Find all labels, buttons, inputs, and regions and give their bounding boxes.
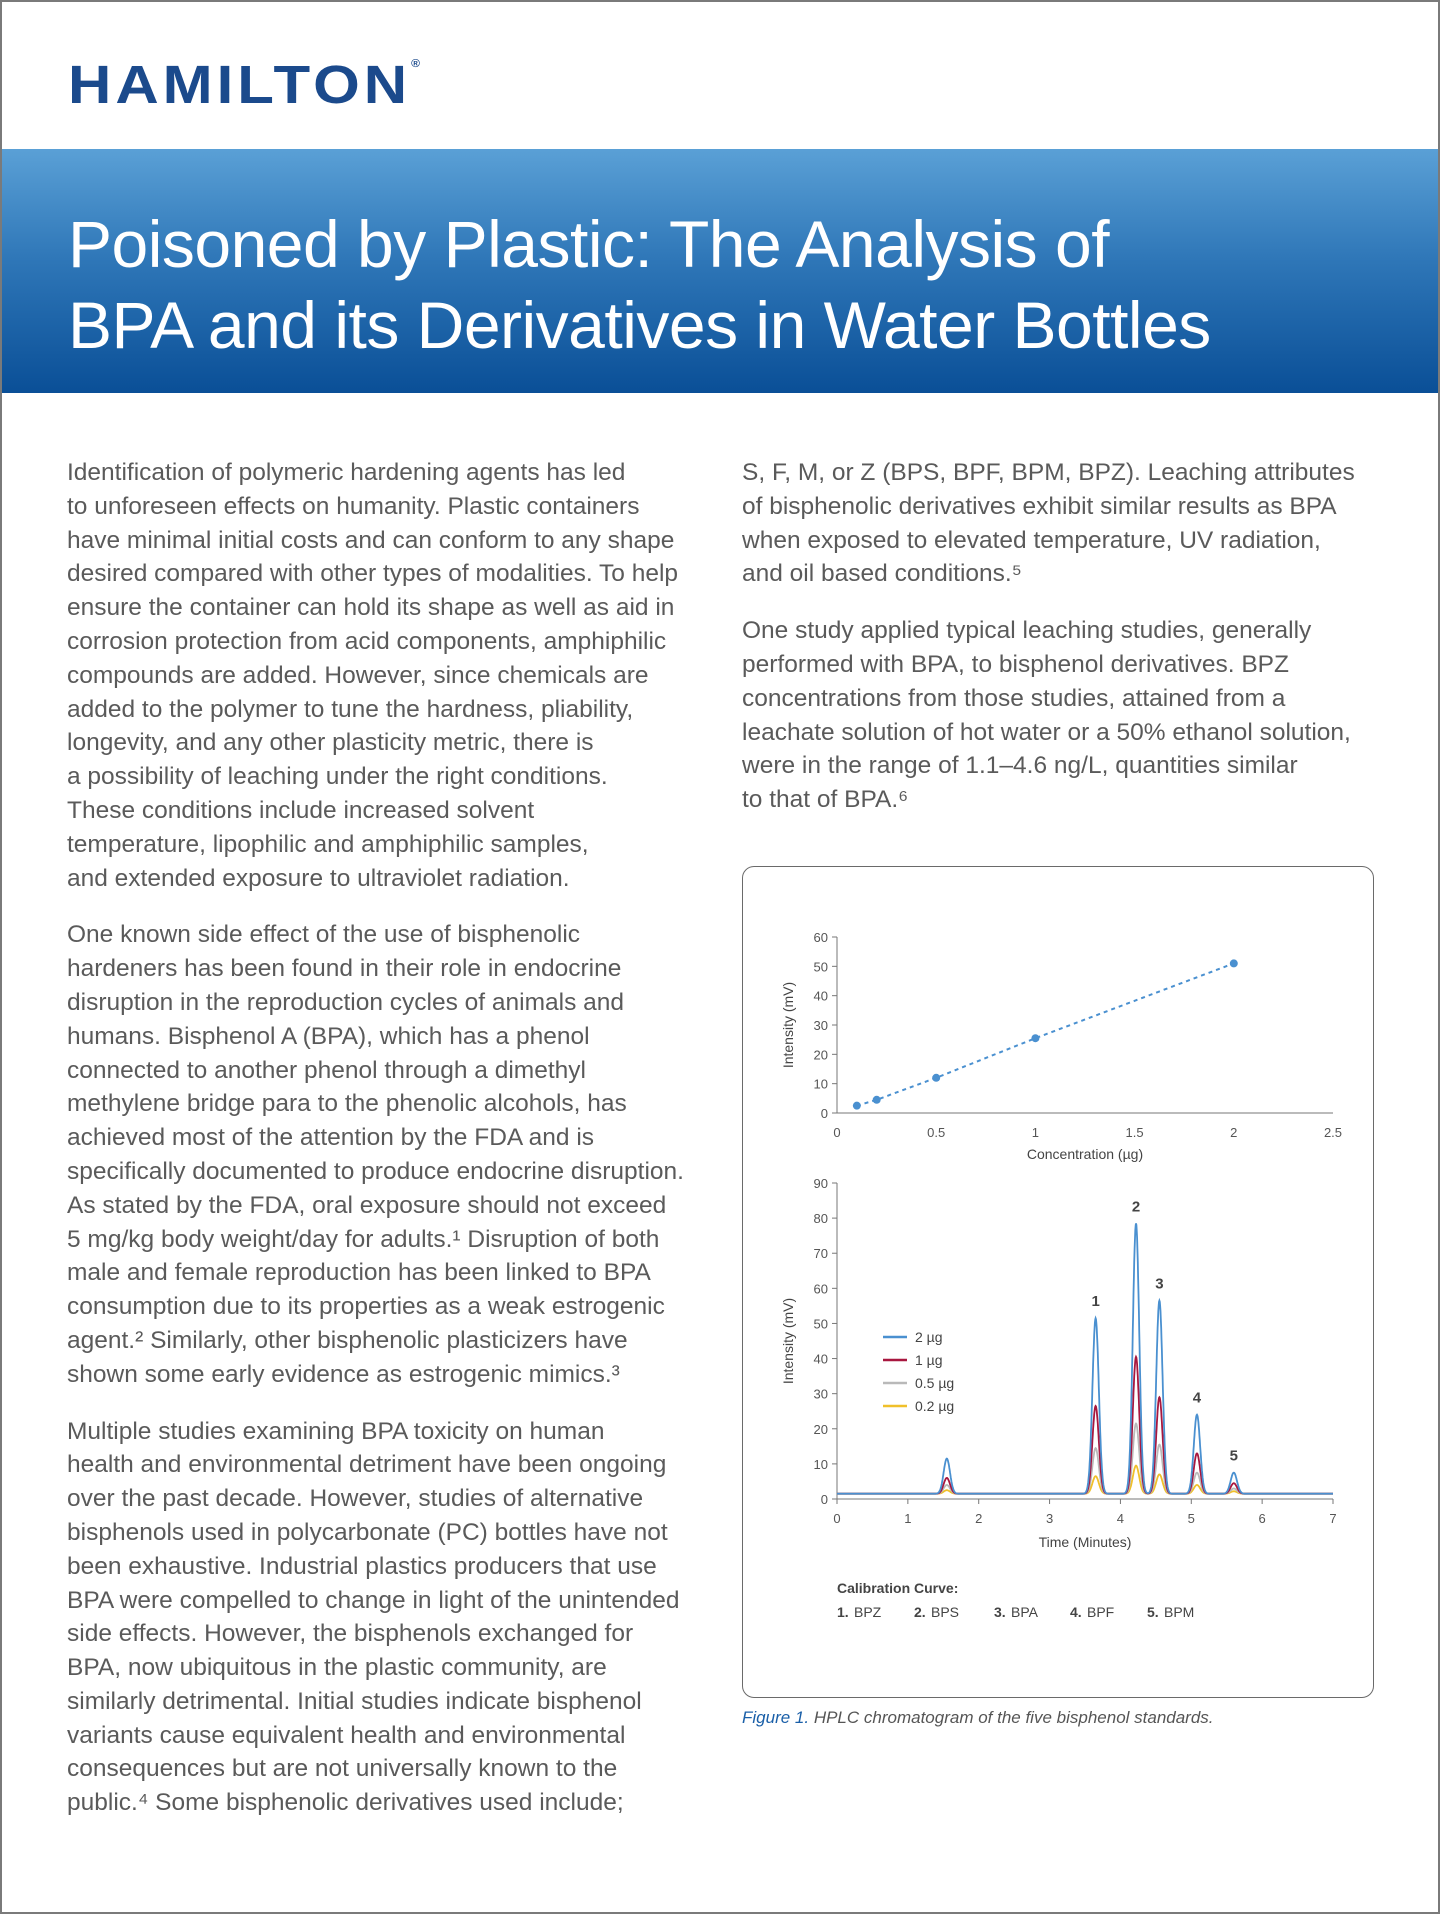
x-tick-label: 1	[1031, 1125, 1040, 1140]
y-tick-label: 0	[820, 1106, 828, 1121]
y-tick-label: 30	[813, 1386, 828, 1402]
page-title	[68, 204, 1418, 366]
x-tick-label: 3	[1045, 1511, 1054, 1526]
right-column	[742, 456, 1382, 840]
y-tick-label: 0	[820, 1492, 828, 1507]
compound-number: 2.	[914, 1604, 926, 1620]
caption-label: Figure 1.	[742, 1708, 810, 1727]
peak-label: 1	[1091, 1293, 1100, 1311]
y-tick-label: 80	[813, 1211, 828, 1227]
trend-line	[857, 963, 1234, 1105]
legend-label: 0.2 µg	[915, 1398, 955, 1414]
title-banner	[2, 149, 1438, 393]
compound-number: 3.	[994, 1604, 1006, 1620]
compound-name: BPM	[1164, 1604, 1195, 1620]
x-axis-label: Time (Minutes)	[1038, 1534, 1132, 1550]
y-tick-label: 90	[813, 1176, 828, 1191]
compound-name: BPS	[931, 1604, 960, 1620]
calibration-title: Calibration Curve:	[837, 1580, 959, 1596]
x-tick-label: 0	[833, 1125, 841, 1140]
paragraph: S, F, M, or Z (BPS, BPF, BPM, BPZ). Leaching attributes of bisphenolic derivatives exhibit similar results as BPA when exposed to elevated temperature, UV radiation, and oil based conditions.⁵	[742, 459, 1355, 588]
paragraph: Identification of polymeric hardening agents has led to unforeseen effects on humanity. Plastic containers have minimal initial costs and can conform to any shape desired compared with other types of modalities. To help ensure the container can hold its shape as well as aid in corrosion protection from acid components, amphiphilic compounds are added. However, since chemicals are added to the polymer to tune the hardness, pliability, longevity, and any other plasticity metric, there is a possibility of leaching under the right conditions. These conditions include increased solvent temperature, lipophilic and amphiphilic samples, and extended exposure to ultraviolet radiation.	[67, 459, 679, 892]
paragraph: Multiple studies examining BPA toxicity on human health and environmental detriment have been ongoing over the past decade. However, studies of alternative bisphenols used in polycarbonate (PC) bottles have not been exhaustive. Industrial plastics producers that use BPA were compelled to change in light of the unintended side effects. However, the bisphenols exchanged for BPA, now ubiquitous in the plastic community, are similarly detrimental. Initial studies indicate bisphenol variants cause equivalent health and environmental consequences but are not universally known to the public.⁴ Some bisphenolic derivatives used include;	[67, 1417, 680, 1817]
figure-box	[742, 866, 1374, 1698]
x-tick-label: 1.5	[1125, 1125, 1144, 1140]
peak-label: 2	[1131, 1198, 1141, 1216]
y-tick-label: 60	[813, 1281, 828, 1297]
series-line	[837, 1424, 1333, 1494]
y-tick-label: 40	[813, 1351, 828, 1367]
compound-name: BPZ	[854, 1604, 882, 1620]
x-tick-label: 4	[1116, 1511, 1125, 1526]
legend-label: 2 µg	[915, 1329, 943, 1345]
y-tick-label: 50	[813, 1316, 828, 1332]
data-point	[932, 1074, 940, 1082]
x-tick-label: 7	[1329, 1511, 1337, 1526]
x-tick-label: 2.5	[1323, 1125, 1343, 1140]
y-tick-label: 60	[813, 930, 828, 945]
series-line	[837, 1357, 1333, 1494]
x-tick-label: 0.5	[927, 1125, 946, 1140]
y-tick-label: 50	[813, 959, 828, 975]
peak-label: 3	[1155, 1275, 1164, 1293]
series-line	[837, 1223, 1333, 1493]
y-axis-label: Intensity (mV)	[780, 981, 796, 1069]
compound-name: BPA	[1011, 1604, 1038, 1620]
data-point	[873, 1096, 881, 1104]
y-tick-label: 20	[813, 1421, 828, 1437]
x-tick-label: 1	[904, 1511, 912, 1526]
data-point	[853, 1102, 861, 1110]
y-tick-label: 10	[813, 1456, 828, 1472]
paragraph: One known side effect of the use of bisphenolic hardeners has been found in their role in endocrine disruption in the reproduction cycles of animals and humans. Bisphenol A (BPA), which has a phenol connected to another phenol through a dimethyl methylene bridge para to the phenolic alcohols, has achieved most of the attention by the FDA and is specifically documented to produce endocrine disruption. As stated by the FDA, oral exposure should not exceed 5 mg/kg body weight/day for adults.¹ Disruption of both male and female reproduction has been linked to BPA consumption due to its properties as a weak estrogenic agent.² Similarly, other bisphenolic plasticizers have shown some early evidence as estrogenic mimics.³	[67, 921, 684, 1388]
paragraph: One study applied typical leaching studies, generally performed with BPA, to bisphenol derivatives. BPZ concentrations from those studies, attained from a leachate solution of hot water or a 50% ethanol solution, were in the range of 1.1–4.6 ng/L, quantities similar to that of BPA.⁶	[742, 617, 1351, 814]
y-tick-label: 40	[813, 988, 828, 1004]
series-line	[837, 1466, 1333, 1494]
hamilton-logo: HAMILTON®	[68, 54, 420, 115]
legend-label: 1 µg	[915, 1352, 943, 1368]
left-column	[67, 456, 717, 1843]
compound-number: 5.	[1147, 1604, 1159, 1620]
compound-name: BPF	[1087, 1604, 1115, 1620]
figure-caption	[742, 1708, 1214, 1728]
y-tick-label: 20	[813, 1047, 828, 1063]
data-point	[1230, 959, 1238, 967]
y-tick-label: 10	[813, 1076, 828, 1092]
legend-label: 0.5 µg	[915, 1375, 955, 1391]
caption-text: HPLC chromatogram of the five bisphenol standards.	[809, 1708, 1214, 1727]
title-line-2: BPA and its Derivatives in Water Bottles	[68, 288, 1211, 362]
x-tick-label: 2	[975, 1511, 983, 1526]
compound-number: 4.	[1070, 1604, 1082, 1620]
x-tick-label: 2	[1230, 1125, 1238, 1140]
x-axis-label: Concentration (µg)	[1026, 1146, 1144, 1162]
peak-label: 4	[1192, 1389, 1202, 1407]
y-axis-label: Intensity (mV)	[780, 1297, 796, 1385]
figure-charts	[743, 867, 1373, 1697]
x-tick-label: 0	[833, 1511, 841, 1526]
y-tick-label: 70	[813, 1246, 828, 1262]
title-line-1: Poisoned by Plastic: The Analysis of	[68, 207, 1110, 281]
y-tick-label: 30	[813, 1018, 828, 1033]
compound-number: 1.	[837, 1604, 849, 1620]
peak-label: 5	[1229, 1447, 1238, 1465]
x-tick-label: 6	[1258, 1511, 1266, 1526]
x-tick-label: 5	[1187, 1511, 1195, 1526]
data-point	[1031, 1034, 1039, 1042]
